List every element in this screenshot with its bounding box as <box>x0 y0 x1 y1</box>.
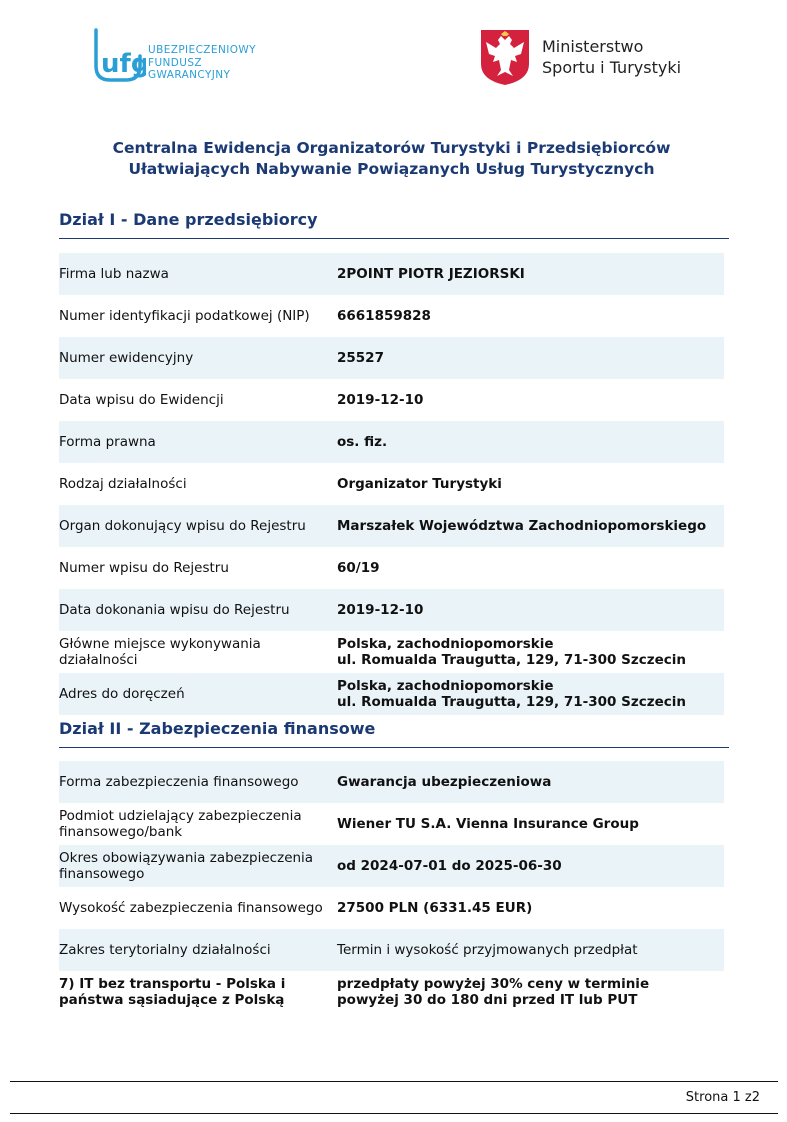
page-number: Strona 1 z2 <box>685 1090 760 1105</box>
row-label: Forma prawna <box>59 434 156 450</box>
ministry-line-1: Ministerstwo <box>542 37 644 56</box>
row-value <box>337 678 724 710</box>
row-value: 25527 <box>337 350 384 366</box>
title-line-2: Ułatwiających Nabywanie Powiązanych Usług Turystycznych <box>128 160 655 178</box>
ufg-line-3: GWARANCYJNY <box>148 69 231 81</box>
row-value: Organizator Turystyki <box>337 476 502 492</box>
section-1-title: Dział I - Dane przedsiębiorcy <box>59 210 729 239</box>
table-row <box>59 463 724 505</box>
table-row <box>59 929 724 971</box>
row-value: 2019-12-10 <box>337 392 424 408</box>
row-label-line: Podmiot udzielający zabezpieczenia <box>59 808 302 824</box>
row-label: Data dokonania wpisu do Rejestru <box>59 602 290 618</box>
row-value: 6661859828 <box>337 308 431 324</box>
row-label <box>59 636 337 668</box>
row-label-line: finansowego/bank <box>59 824 183 840</box>
table-row <box>59 761 724 803</box>
row-label: Firma lub nazwa <box>59 266 169 282</box>
row-value-line: Polska, zachodniopomorskie <box>337 678 554 694</box>
table-row <box>59 887 724 929</box>
table-row <box>59 845 724 887</box>
row-value-line: powyżej 30 do 180 dni przed IT lub PUT <box>337 992 638 1008</box>
row-value: Wiener TU S.A. Vienna Insurance Group <box>337 816 639 832</box>
footer-top-rule <box>10 1081 778 1082</box>
ufg-logo-letters: ufg <box>101 49 146 79</box>
ufg-logo-mark <box>86 26 146 86</box>
row-value: Marszałek Województwa Zachodniopomorskiego <box>337 518 707 534</box>
row-label <box>59 808 337 840</box>
title-line-1: Centralna Ewidencja Organizatorów Turystyki i Przedsiębiorców <box>112 139 671 157</box>
row-value-line: przedpłaty powyżej 30% ceny w terminie <box>337 976 650 992</box>
document-title <box>40 138 743 180</box>
table-row <box>59 971 724 1013</box>
row-label: Rodzaj działalności <box>59 476 187 492</box>
row-label: Wysokość zabezpieczenia finansowego <box>59 900 323 916</box>
footer-bottom-rule <box>10 1113 778 1114</box>
row-value-line: ul. Romualda Traugutta, 129, 71-300 Szczecin <box>337 694 686 710</box>
row-label-line: działalności <box>59 652 138 668</box>
table-row <box>59 337 724 379</box>
row-value-line: ul. Romualda Traugutta, 129, 71-300 Szczecin <box>337 652 686 668</box>
row-label <box>59 976 337 1008</box>
row-label: Numer ewidencyjny <box>59 350 194 366</box>
row-value: Termin i wysokość przyjmowanych przedpłat <box>337 942 638 958</box>
row-value <box>337 976 724 1008</box>
row-label-line: 7) IT bez transportu - Polska i <box>59 976 286 992</box>
row-value: 60/19 <box>337 560 380 576</box>
section-1-table <box>59 253 724 715</box>
row-label-line: finansowego <box>59 866 145 882</box>
table-row <box>59 295 724 337</box>
polish-eagle-icon <box>479 28 531 86</box>
row-label: Data wpisu do Ewidencji <box>59 392 224 408</box>
table-row <box>59 589 724 631</box>
row-value: od 2024-07-01 do 2025-06-30 <box>337 858 562 874</box>
row-value: 2POINT PIOTR JEZIORSKI <box>337 266 525 282</box>
section-2-table <box>59 761 724 1013</box>
row-value: 2019-12-10 <box>337 602 424 618</box>
section-2-title: Dział II - Zabezpieczenia finansowe <box>59 719 729 748</box>
row-label <box>59 850 337 882</box>
table-row <box>59 505 724 547</box>
table-row <box>59 547 724 589</box>
row-label: Numer identyfikacji podatkowej (NIP) <box>59 308 310 324</box>
ministry-line-2: Sportu i Turystyki <box>542 58 682 77</box>
row-label-line: państwa sąsiadujące z Polską <box>59 992 285 1008</box>
ufg-line-1: UBEZPIECZENIOWY <box>148 44 256 56</box>
row-label: Adres do doręczeń <box>59 686 185 702</box>
ufg-logo-text <box>148 44 256 82</box>
row-value: Gwarancja ubezpieczeniowa <box>337 774 552 790</box>
row-value: 27500 PLN (6331.45 EUR) <box>337 900 533 916</box>
row-label: Forma zabezpieczenia finansowego <box>59 774 299 790</box>
table-row <box>59 803 724 845</box>
table-row <box>59 421 724 463</box>
row-value-line: Polska, zachodniopomorskie <box>337 636 554 652</box>
row-label-line: Główne miejsce wykonywania <box>59 636 261 652</box>
row-label: Numer wpisu do Rejestru <box>59 560 229 576</box>
table-row <box>59 673 724 715</box>
ministry-name <box>542 36 681 78</box>
row-label: Organ dokonujący wpisu do Rejestru <box>59 518 306 534</box>
row-label-line: Okres obowiązywania zabezpieczenia <box>59 850 314 866</box>
table-row <box>59 379 724 421</box>
ufg-line-2: FUNDUSZ <box>148 56 203 69</box>
row-value <box>337 636 724 668</box>
table-row <box>59 631 724 673</box>
row-label: Zakres terytorialny działalności <box>59 942 271 958</box>
row-value: os. fiz. <box>337 434 388 450</box>
table-row <box>59 253 724 295</box>
